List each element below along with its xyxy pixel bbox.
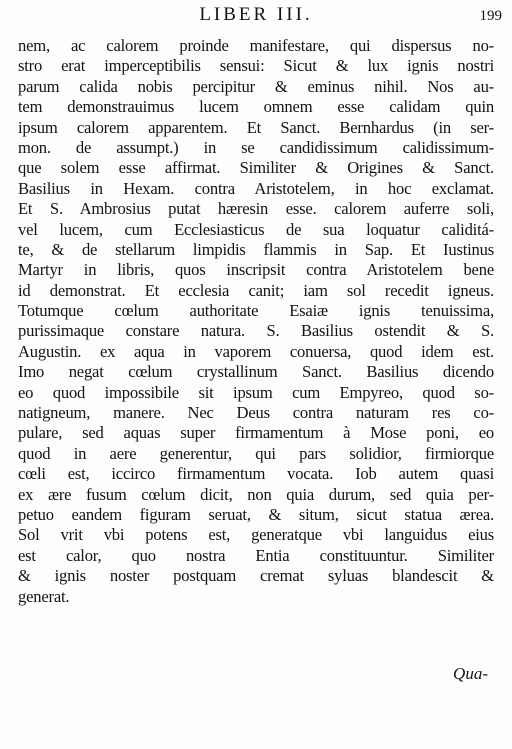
text-line: tem demonstrauimus lucem omnem esse calidam quin [18,97,494,117]
text-line: pulare, sed aquas super firmamentum à Mose poni, eo [18,423,494,443]
text-line: quod in aere generentur, qui pars solidior, firmiorque [18,443,494,463]
text-line: ipsum calorem apparentem. Et Sanct. Bernhardus (in ser- [18,117,494,137]
text-line: est calor, quo nostra Entia constituuntur. Similiter [18,545,494,565]
text-line: petuo eandem figuram seruat, & situm, sicut statua ærea. [18,504,494,524]
text-line: que solem esse affirmat. Similiter & Origines & Sanct. [18,158,494,178]
text-line: natigneum, manere. Nec Deus contra naturam res co- [18,403,494,423]
text-line: Basilius in Hexam. contra Aristotelem, in hoc exclamat. [18,178,494,198]
text-line: purissimaque constare natura. S. Basilius ostendit & S. [18,321,494,341]
text-line: cœli est, iccirco firmamentum vocata. Iob autem quasi [18,464,494,484]
text-line: Sol vrit vbi potens est, generatque vbi languidus eius [18,525,494,545]
text-line: Totumque cœlum authoritate Esaiæ ignis tenuissima, [18,301,494,321]
text-line: generat. [18,586,70,606]
text-line: id demonstrat. Et ecclesia canit; iam sol recedit igneus. [18,280,494,300]
text-line: nem, ac calorem proinde manifestare, qui dispersus no- [18,36,494,55]
text-line: parum calida nobis percipitur & eminus nihil. Nos au- [18,76,494,96]
text-line: ex ære fusum cœlum dicit, non quia durum, sed quia per- [18,484,494,504]
text-line: Martyr in libris, quos inscripsit contra Aristotelem bene [18,260,494,280]
text-line: Et S. Ambrosius putat hæresin esse. calorem auferre soli, [18,199,494,219]
text-line: te, & de stellarum limpidis flammis in Sap. Et Iustinus [18,239,494,259]
catchword: Qua- [453,664,488,683]
body-text [18,36,494,607]
text-line: Imo negat cœlum crystallinum Sanct. Basilius dicendo [18,362,494,382]
text-line: vel lucem, cum Ecclesiasticus de sua loquatur caliditá- [18,219,494,239]
running-head [0,4,512,30]
running-title: LIBER III. [199,4,313,25]
text-line: mon. de assumpt.) in se candidissimum calidissimum- [18,137,494,157]
text-line: Augustin. ex aqua in vaporem conuersa, quod idem est. [18,341,494,361]
text-line: stro erat imperceptibilis sensui: Sicut & lux ignis nostri [18,56,494,76]
text-line: eo quod impossibile sit ipsum cum Empyreo, quod so- [18,382,494,402]
page-number: 199 [479,8,502,24]
text-line: & ignis noster postquam cremat syluas blandescit & [18,566,494,586]
